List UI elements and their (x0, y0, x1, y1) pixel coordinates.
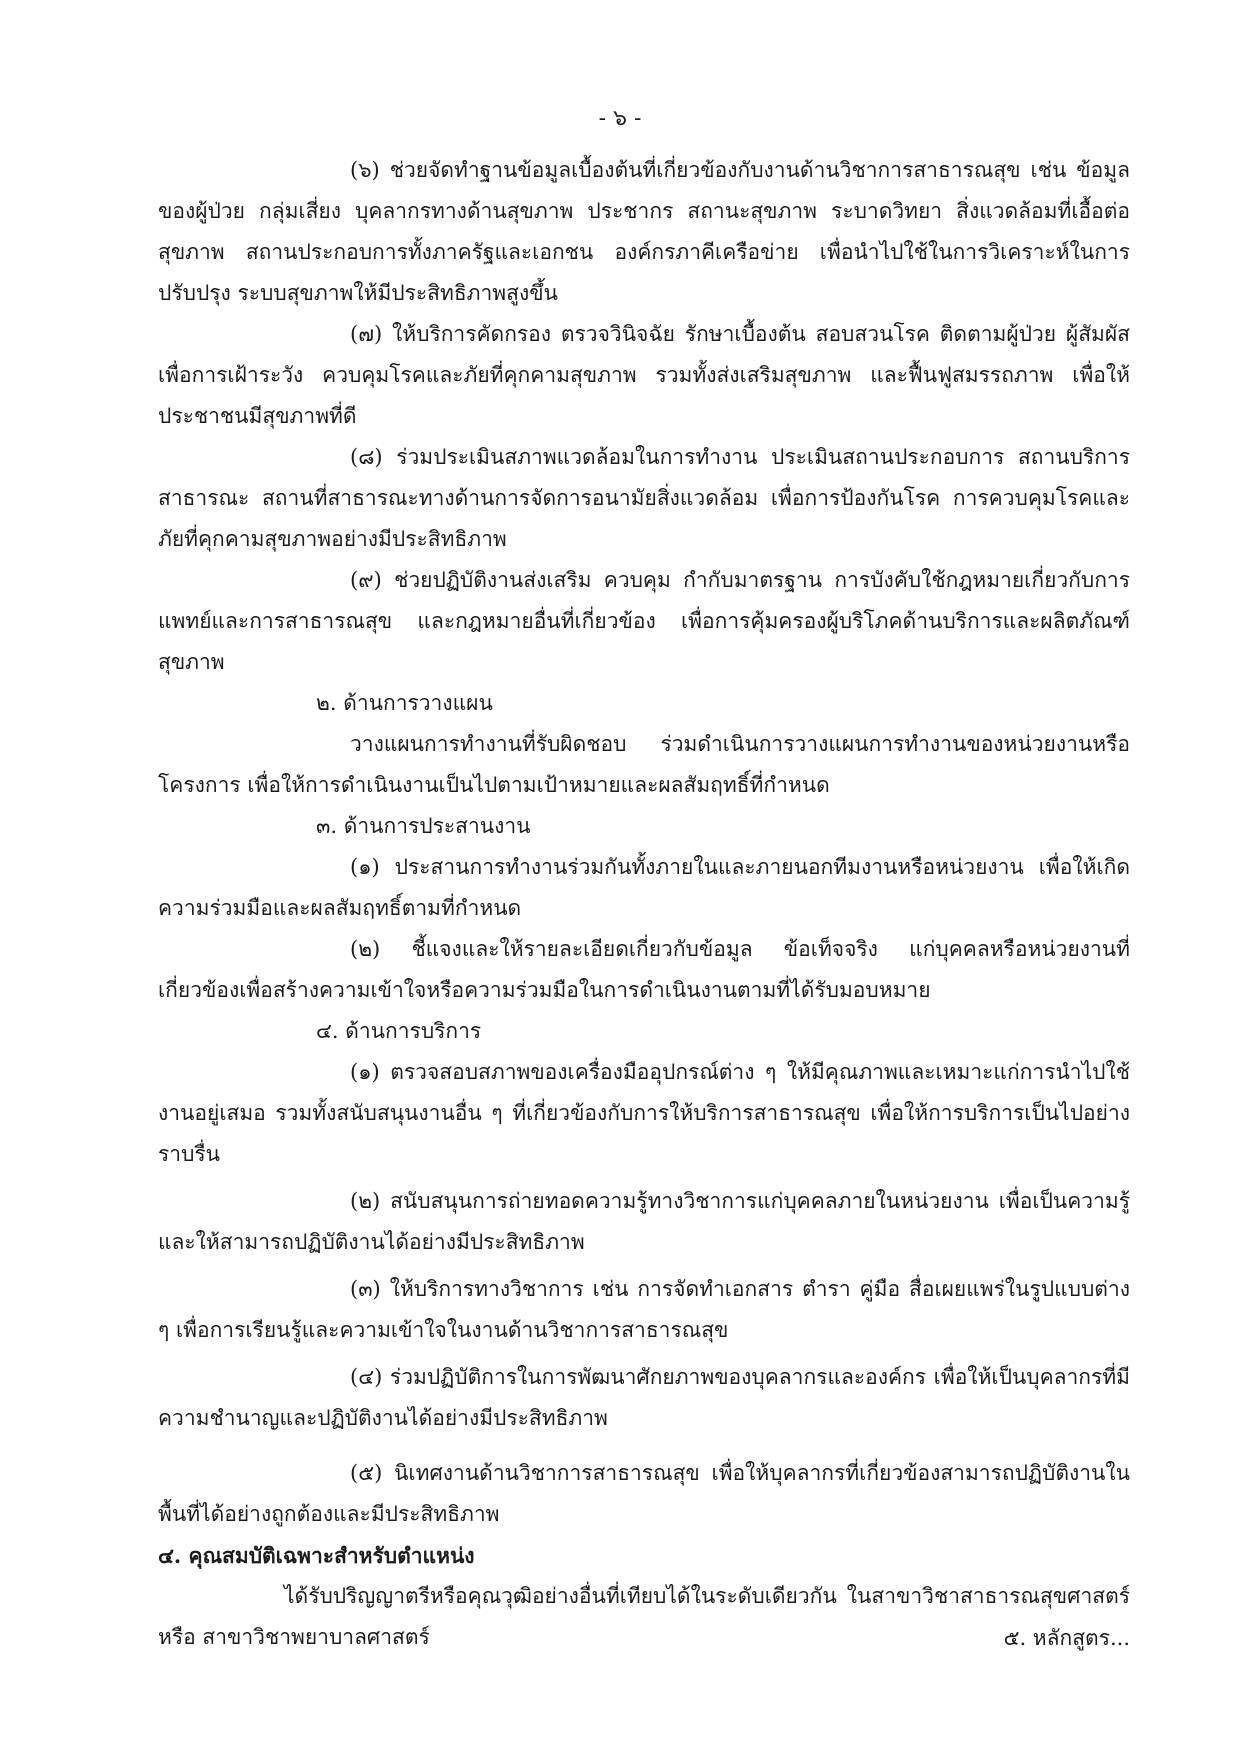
paragraph-qualifications: ได้รับปริญญาตรีหรือคุณวุฒิอย่างอื่นที่เทียบได้ในระดับเดียวกัน ในสาขาวิชาสาธารณสุขศาสตร์ หรือ สาขาวิชาพยาบาลศาสตร์ (158, 1584, 1130, 1649)
paragraph-coordination-2: (๒) ชี้แจงและให้รายละเอียดเกี่ยวกับข้อมูล ข้อเท็จจริง แก่บุคคลหรือหน่วยงานที่เกี่ยวข้องเพื่อสร้างความเข้าใจหรือความร่วมมือในการดำเนินงานตามที่ได้รับมอบหมาย (158, 937, 1130, 1002)
document-body (158, 150, 1130, 1658)
continuation-marker: ๕. หลักสูตร... (1003, 1626, 1130, 1650)
page-number: - ๖ - (598, 106, 642, 131)
heading-coordination: ๓. ด้านการประสานงาน (316, 814, 531, 838)
section-title-qualifications: ๔. คุณสมบัติเฉพาะสำหรับตำแหน่ง (158, 1543, 475, 1568)
paragraph-item-6: (๖) ช่วยจัดทำฐานข้อมูลเบื้องต้นที่เกี่ยวข้องกับงานด้านวิชาการสาธารณสุข เช่น ข้อมูลของผู้ป่วย กลุ่มเสี่ยง บุคลากรทางด้านสุขภาพ ประชากร สถานะสุขภาพ ระบาดวิทยา สิ่งแวดล้อมที่เอื้อต่อสุขภาพ สถานประกอบการทั้งภาครัฐและเอกชน องค์กรภาคีเครือข่าย เพื่อนำไปใช้ในการวิเคราะห์ในการปรับปรุง ระบบสุขภาพให้มีประสิทธิภาพสูงขึ้น (158, 158, 1130, 305)
paragraph-coordination-1: (๑) ประสานการทำงานร่วมกันทั้งภายในและภายนอกทีมงานหรือหน่วยงาน เพื่อให้เกิดความร่วมมือและผลสัมฤทธิ์ตามที่กำหนด (158, 855, 1130, 920)
paragraph-service-3: (๓) ให้บริการทางวิชาการ เช่น การจัดทำเอกสาร ตำรา คู่มือ สื่อเผยแพร่ในรูปแบบต่าง ๆ เพื่อการเรียนรู้และความเข้าใจในงานด้านวิชาการสาธารณสุข (158, 1277, 1130, 1342)
paragraph-service-2: (๒) สนับสนุนการถ่ายทอดความรู้ทางวิชาการแก่บุคคลภายในหน่วยงาน เพื่อเป็นความรู้และให้สามารถปฏิบัติงานได้อย่างมีประสิทธิภาพ (158, 1189, 1130, 1254)
paragraph-item-7: (๗) ให้บริการคัดกรอง ตรวจวินิจฉัย รักษาเบื้องต้น สอบสวนโรค ติดตามผู้ป่วย ผู้สัมผัสเพื่อการเฝ้าระวัง ควบคุมโรคและภัยที่คุกคามสุขภาพ รวมทั้งส่งเสริมสุขภาพ และฟื้นฟูสมรรถภาพ เพื่อให้ประชาชนมีสุขภาพที่ดี (158, 322, 1130, 428)
paragraph-item-9: (๙) ช่วยปฏิบัติงานส่งเสริม ควบคุม กำกับมาตรฐาน การบังคับใช้กฎหมายเกี่ยวกับการแพทย์และการสาธารณสุข และกฎหมายอื่นที่เกี่ยวข้อง เพื่อการคุ้มครองผู้บริโภคด้านบริการและผลิตภัณฑ์สุขภาพ (158, 568, 1130, 674)
paragraph-service-1: (๑) ตรวจสอบสภาพของเครื่องมืออุปกรณ์ต่าง ๆ ให้มีคุณภาพและเหมาะแก่การนำไปใช้งานอยู่เสมอ รวมทั้งสนับสนุนงานอื่น ๆ ที่เกี่ยวข้องกับการให้บริการสาธารณสุข เพื่อให้การบริการเป็นไปอย่างราบรื่น (158, 1060, 1130, 1166)
paragraph-planning: วางแผนการทำงานที่รับผิดชอบ ร่วมดำเนินการวางแผนการทำงานของหน่วยงานหรือโครงการ เพื่อให้การดำเนินงานเป็นไปตามเป้าหมายและผลสัมฤทธิ์ที่กำหนด (158, 732, 1130, 797)
heading-service: ๔. ด้านการบริการ (316, 1019, 482, 1043)
paragraph-item-8: (๘) ร่วมประเมินสภาพแวดล้อมในการทำงาน ประเมินสถานประกอบการ สถานบริการสาธารณะ สถานที่สาธารณะทางด้านการจัดการอนามัยสิ่งแวดล้อม เพื่อการป้องกันโรค การควบคุมโรคและภัยที่คุกคามสุขภาพอย่างมีประสิทธิภาพ (158, 445, 1130, 551)
paragraph-service-4: (๔) ร่วมปฏิบัติการในการพัฒนาศักยภาพของบุคลากรและองค์กร เพื่อให้เป็นบุคลากรที่มีความชำนาญและปฏิบัติงานได้อย่างมีประสิทธิภาพ (158, 1365, 1130, 1430)
heading-planning: ๒. ด้านการวางแผน (316, 691, 493, 715)
paragraph-service-5: (๕) นิเทศงานด้านวิชาการสาธารณสุข เพื่อให้บุคลากรที่เกี่ยวข้องสามารถปฏิบัติงานในพื้นที่ได้อย่างถูกต้องและมีประสิทธิภาพ (158, 1461, 1130, 1526)
